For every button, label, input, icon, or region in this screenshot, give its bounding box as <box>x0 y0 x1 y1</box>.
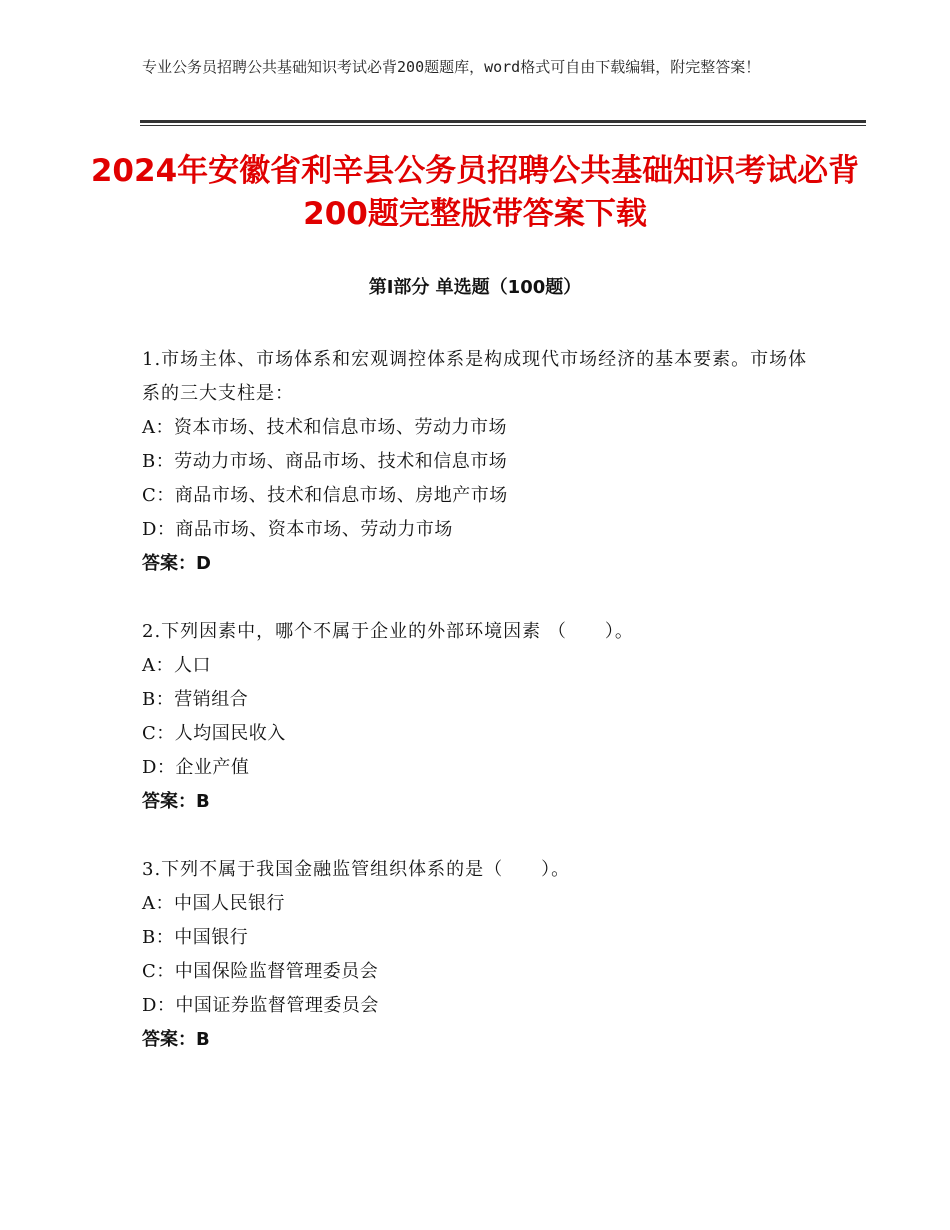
question-2 <box>142 615 822 819</box>
option-a: A：人口 <box>142 655 211 676</box>
option-c: C：商品市场、技术和信息市场、房地产市场 <box>142 485 508 506</box>
header-note: 专业公务员招聘公共基础知识考试必背200题题库，word格式可自由下载编辑，附完整答案！ <box>142 58 761 76</box>
question-3 <box>142 853 822 1057</box>
header-divider <box>140 120 866 123</box>
answer: 答案：B <box>142 1029 210 1050</box>
section-heading: 第Ⅰ部分 单选题（100题） <box>368 277 582 298</box>
option-d: D：中国证券监督管理委员会 <box>142 995 379 1016</box>
document-title: 2024年安徽省利辛县公务员招聘公共基础知识考试必背200题完整版带答案下载 <box>90 153 860 232</box>
question-1 <box>142 343 822 581</box>
option-c: C：中国保险监督管理委员会 <box>142 961 379 982</box>
answer: 答案：B <box>142 791 210 812</box>
answer: 答案：D <box>142 553 211 574</box>
option-c: C：人均国民收入 <box>142 723 286 744</box>
option-a: A：中国人民银行 <box>142 893 285 914</box>
option-b: B：中国银行 <box>142 927 249 948</box>
question-stem: 2.下列因素中，哪个不属于企业的外部环境因素 （ ）。 <box>142 621 634 642</box>
header-divider-thin <box>140 125 866 126</box>
question-stem: 3.下列不属于我国金融监管组织体系的是（ ）。 <box>142 859 571 880</box>
question-stem: 1.市场主体、市场体系和宏观调控体系是构成现代市场经济的基本要素。市场体系的三大支柱是： <box>142 349 808 404</box>
option-b: B：劳动力市场、商品市场、技术和信息市场 <box>142 451 508 472</box>
question-list <box>142 343 822 1091</box>
option-b: B：营销组合 <box>142 689 249 710</box>
option-d: D：企业产值 <box>142 757 250 778</box>
option-a: A：资本市场、技术和信息市场、劳动力市场 <box>142 417 507 438</box>
option-d: D：商品市场、资本市场、劳动力市场 <box>142 519 453 540</box>
